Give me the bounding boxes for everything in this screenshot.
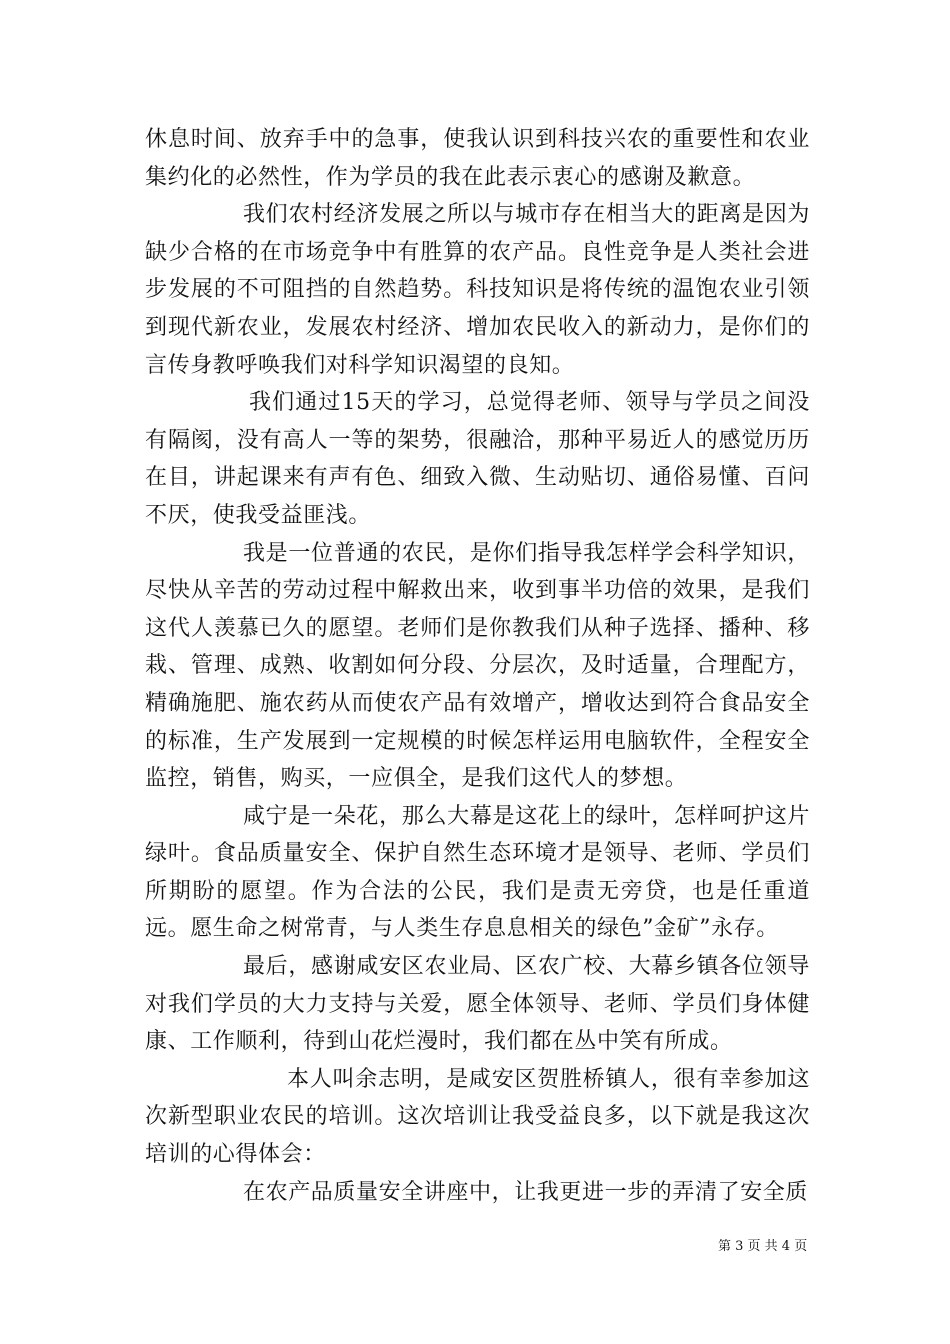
paragraph-6: 最后，感谢咸安区农业局、区农广校、大幕乡镇各位领导对我们学员的大力支持与关爱，愿全体领导、老师、学员们身体健康、工作顺利，待到山花烂漫时，我们都在丛中笑有所成。	[145, 954, 810, 1055]
paragraph-2: 我们农村经济发展之所以与城市存在相当大的距离是因为缺少合格的在市场竞争中有胜算的农产品。良性竞争是人类社会进步发展的不可阻挡的自然趋势。科技知识是将传统的温饱农业引领到现代新农业，发展农村经济、增加农民收入的新动力，是你们的言传身教呼唤我们对科学知识渴望的良知。	[145, 202, 810, 378]
paragraph-7: 本人叫余志明，是咸安区贺胜桥镇人，很有幸参加这次新型职业农民的培训。这次培训让我受益良多，以下就是我这次培训的心得体会：	[145, 1066, 810, 1168]
paragraph-4: 我是一位普通的农民，是你们指导我怎样学会科学知识，尽快从辛苦的劳动过程中解救出来，收到事半功倍的效果，是我们这代人羡慕已久的愿望。老师们是你教我们从种子选择、播种、移栽、管理、成熟、收割如何分段、分层次，及时适量，合理配方，精确施肥、施农药从而使农产品有效增产，增收达到符合食品安全的标准，生产发展到一定规模的时候怎样运用电脑软件，全程安全监控，销售，购买，一应俱全，是我们这代人的梦想。	[145, 540, 810, 792]
paragraph-3: 我们通过15天的学习，总觉得老师、领导与学员之间没有隔阂，没有高人一等的架势，很融洽，那种平易近人的感觉历历在目，讲起课来有声有色、细致入微、生动贴切、通俗易懂、百问不厌，使我受益匪浅。	[145, 390, 810, 528]
page-number-footer: 第 3 页 共 4 页	[718, 1239, 808, 1254]
paragraph-5: 咸宁是一朵花，那么大幕是这花上的绿叶，怎样呵护这片绿叶。食品质量安全、保护自然生态环境才是领导、老师、学员们所期盼的愿望。作为合法的公民，我们是责无旁贷，也是任重道远。愿生命之树常青，与人类生存息息相关的绿色”金矿”永存。	[145, 803, 810, 942]
document-body	[145, 121, 810, 1211]
paragraph-1: 休息时间、放弃手中的急事，使我认识到科技兴农的重要性和农业集约化的必然性，作为学员的我在此表示衷心的感谢及歉意。	[145, 127, 810, 190]
paragraph-8: 在农产品质量安全讲座中，让我更进一步的弄清了安全质	[243, 1179, 809, 1205]
